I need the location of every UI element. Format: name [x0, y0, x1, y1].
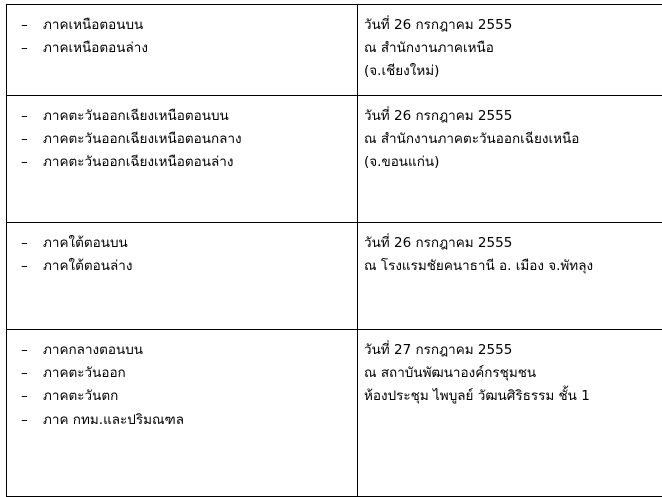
list-item: [13, 232, 351, 255]
bullet-dash: –: [21, 409, 28, 432]
detail-venue: ณ สำนักงานภาคเหนือ: [364, 37, 662, 60]
detail-cell: [358, 330, 662, 497]
list-item: [13, 151, 351, 174]
region-label: ภาคกลางตอนบน: [43, 342, 143, 358]
list-item: [13, 339, 351, 362]
list-item: [13, 37, 351, 60]
detail-venue: ณ สถาบันพัฒนาองค์กรชุมชน: [364, 362, 662, 385]
list-item: [13, 128, 351, 151]
region-label: ภาคตะวันออก: [43, 365, 126, 381]
list-item: [13, 362, 351, 385]
table-row: [7, 223, 662, 330]
bullet-dash: –: [21, 339, 28, 362]
detail-date: วันที่ 26 กรกฎาคม 2555: [364, 232, 662, 255]
list-item: [13, 409, 351, 432]
detail-venue: ณ โรงแรมชัยคนาธานี อ. เมือง จ.พัทลุง: [364, 255, 662, 278]
bullet-dash: –: [21, 14, 28, 37]
region-label: ภาคตะวันออกเฉียงเหนือตอนบน: [43, 108, 229, 124]
list-item: [13, 105, 351, 128]
detail-date: วันที่ 26 กรกฎาคม 2555: [364, 14, 662, 37]
detail-date: วันที่ 26 กรกฎาคม 2555: [364, 105, 662, 128]
region-label: ภาคเหนือตอนล่าง: [43, 40, 148, 56]
detail-venue: ณ สำนักงานภาคตะวันออกเฉียงเหนือ: [364, 128, 662, 151]
region-label: ภาคตะวันออกเฉียงเหนือตอนกลาง: [43, 131, 242, 147]
list-item: [13, 14, 351, 37]
detail-province: (จ.ขอนแก่น): [364, 151, 662, 174]
bullet-dash: –: [21, 105, 28, 128]
detail-cell: [358, 223, 662, 330]
region-label: ภาคตะวันออกเฉียงเหนือตอนล่าง: [43, 154, 233, 170]
region-label: ภาคใต้ตอนบน: [43, 235, 128, 251]
region-label: ภาคเหนือตอนบน: [43, 17, 143, 33]
bullet-dash: –: [21, 362, 28, 385]
bullet-dash: –: [21, 37, 28, 60]
bullet-dash: –: [21, 151, 28, 174]
detail-cell: [358, 96, 662, 223]
region-cell: [7, 223, 358, 330]
schedule-table: [6, 4, 662, 497]
bullet-dash: –: [21, 255, 28, 278]
region-label: ภาค กทม.และปริมณฑล: [43, 412, 184, 428]
document-page: [0, 4, 662, 477]
region-cell: [7, 5, 358, 96]
list-item: [13, 255, 351, 278]
detail-room: ห้องประชุม ไพบูลย์ วัฒนศิริธรรม ชั้น 1: [364, 385, 662, 408]
region-cell: [7, 330, 358, 497]
schedule-table-body: [7, 5, 662, 497]
table-row: [7, 330, 662, 497]
region-label: ภาคใต้ตอนล่าง: [43, 258, 132, 274]
bullet-dash: –: [21, 128, 28, 151]
bullet-dash: –: [21, 232, 28, 255]
detail-date: วันที่ 27 กรกฎาคม 2555: [364, 339, 662, 362]
bullet-dash: –: [21, 385, 28, 408]
detail-cell: [358, 5, 662, 96]
table-row: [7, 96, 662, 223]
region-label: ภาคตะวันตก: [43, 388, 118, 404]
detail-province: (จ.เชียงใหม่): [364, 60, 662, 83]
region-cell: [7, 96, 358, 223]
list-item: [13, 385, 351, 408]
table-row: [7, 5, 662, 96]
